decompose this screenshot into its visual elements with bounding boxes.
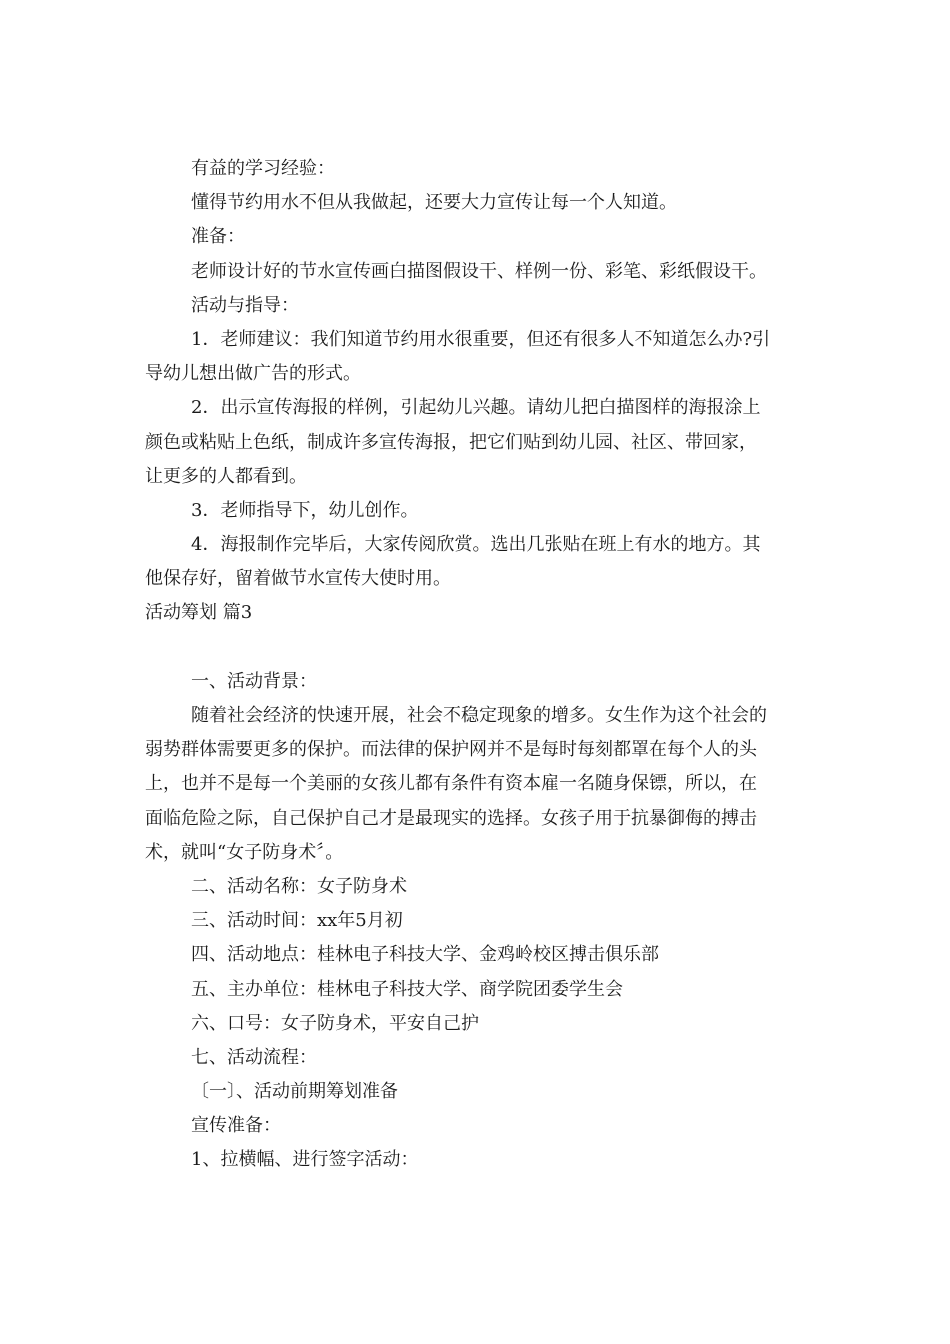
paragraph-line: 〔一〕、活动前期筹划准备	[191, 1081, 398, 1103]
paragraph-line: 1、拉横幅、进行签字活动：	[191, 1149, 419, 1171]
paragraph-line: 七、活动流程：	[191, 1046, 317, 1068]
paragraph-line: 面临危险之际，自己保护自己才是最现实的选择。女孩子用于抗暴御侮的搏击	[145, 807, 757, 829]
paragraph-line: 弱势群体需要更多的保护。而法律的保护网并不是每时每刻都罩在每个人的头	[145, 739, 757, 761]
paragraph-line: 他保存好，留着做节水宣传大使时用。	[145, 568, 451, 590]
paragraph-line: 二、活动名称：女子防身术	[191, 875, 407, 897]
paragraph-line: 三、活动时间：xx年5月初	[191, 910, 403, 932]
paragraph-line: 1．老师建议：我们知道节约用水很重要，但还有很多人不知道怎么办?引	[191, 328, 771, 350]
paragraph-line: 六、口号：女子防身术，平安自己护	[191, 1012, 479, 1034]
paragraph-line: 四、活动地点：桂林电子科技大学、金鸡岭校区搏击俱乐部	[191, 944, 659, 966]
paragraph-line: 颜色或粘贴上色纸，制成许多宣传海报，把它们贴到幼儿园、社区、带回家，	[145, 431, 757, 453]
paragraph-line: 2．出示宣传海报的样例，引起幼儿兴趣。请幼儿把白描图样的海报涂上	[191, 397, 761, 419]
paragraph-line: 上，也并不是每一个美丽的女孩儿都有条件有资本雇一名随身保镖，所以，在	[145, 773, 757, 795]
paragraph-line: 懂得节约用水不但从我做起，还要大力宣传让每一个人知道。	[191, 192, 677, 214]
paragraph-line: 4．海报制作完毕后，大家传阅欣赏。选出几张贴在班上有水的地方。其	[191, 534, 761, 556]
section-heading: 活动筹划 篇3	[145, 602, 253, 624]
paragraph-line: 一、活动背景：	[191, 670, 317, 692]
blank-line	[145, 631, 807, 665]
paragraph-line: 导幼儿想出做广告的形式。	[145, 363, 361, 385]
document-body	[145, 152, 807, 1178]
paragraph-line: 随着社会经济的快速开展，社会不稳定现象的增多。女生作为这个社会的	[191, 705, 767, 726]
paragraph-line: 活动与指导：	[191, 294, 299, 316]
paragraph-line: 有益的学习经验：	[191, 158, 335, 179]
paragraph-line: 老师设计好的节水宣传画白描图假设干、样例一份、彩笔、彩纸假设干。	[191, 260, 767, 282]
paragraph-line: 五、主办单位：桂林电子科技大学、商学院团委学生会	[191, 978, 623, 1000]
paragraph-line: 术，就叫“女子防身术〞。	[145, 841, 344, 863]
paragraph-line: 3．老师指导下，幼儿创作。	[191, 499, 419, 521]
paragraph-line: 准备：	[191, 226, 245, 248]
paragraph-line: 让更多的人都看到。	[145, 465, 307, 487]
paragraph-line: 宣传准备：	[191, 1115, 281, 1137]
